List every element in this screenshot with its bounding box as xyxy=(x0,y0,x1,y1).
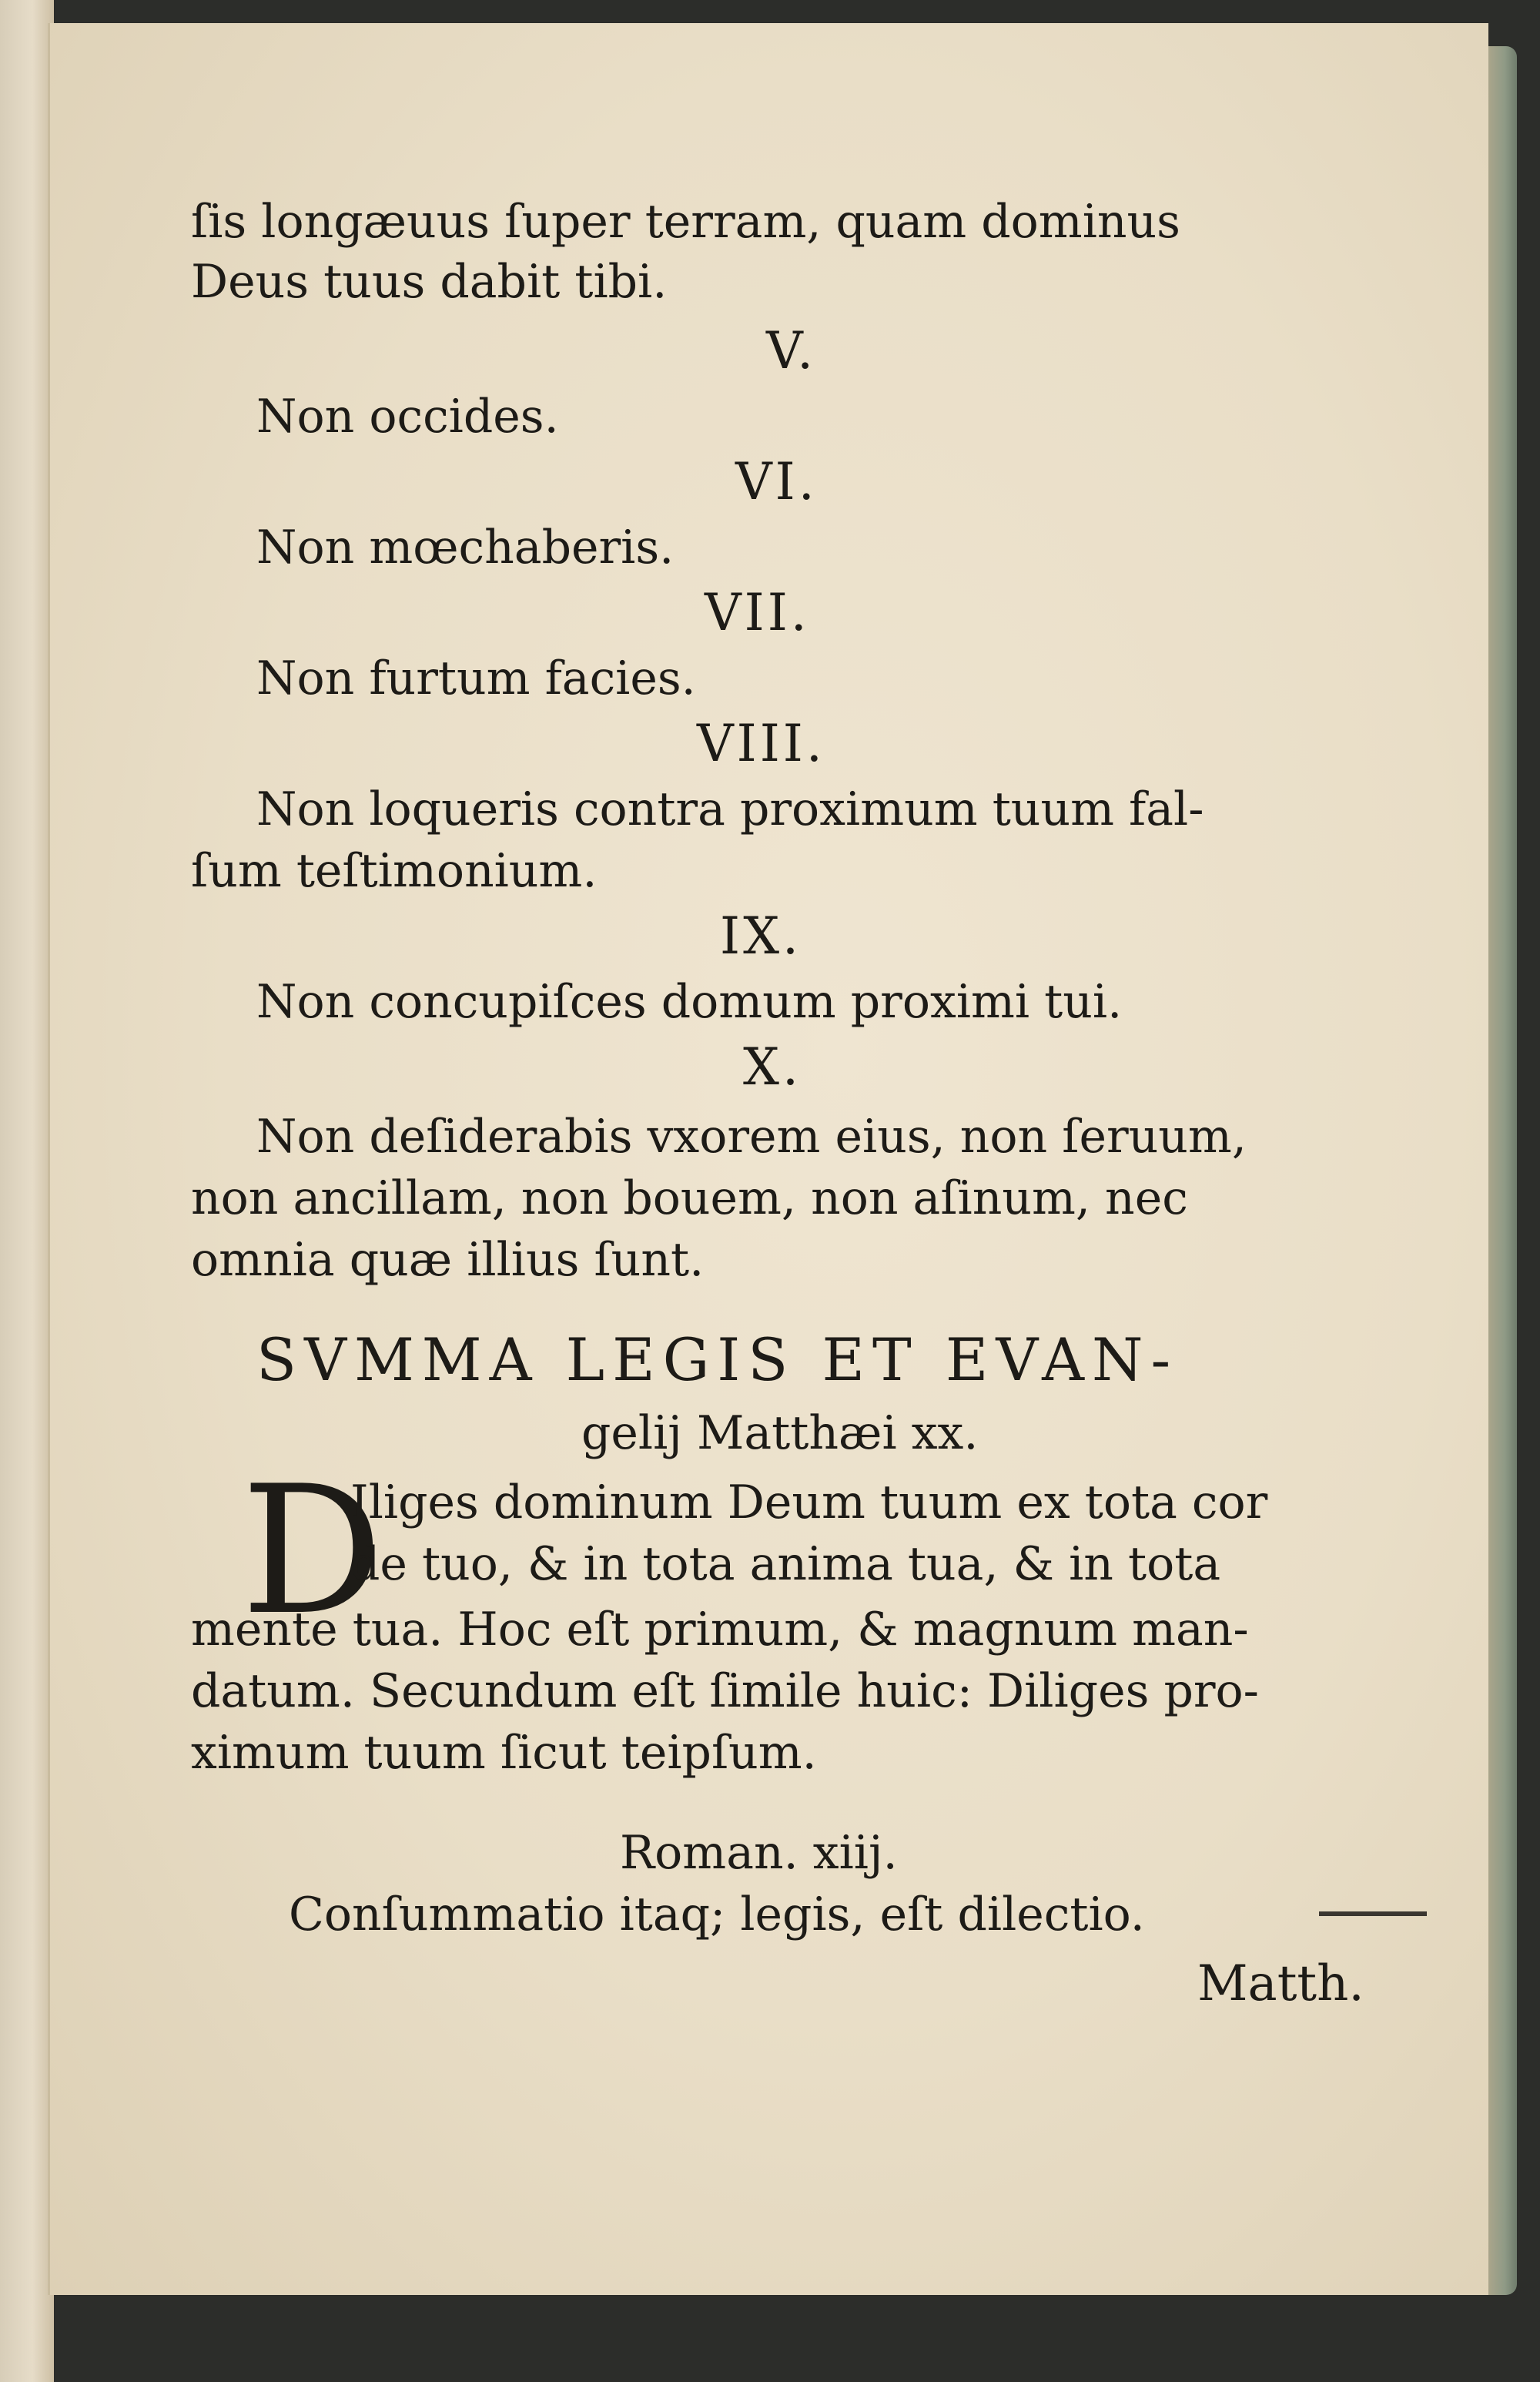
text-line: ſis longæuus ſuper terram, quam dominus xyxy=(191,195,1180,249)
text-line: Non mœchaberis. xyxy=(256,521,675,575)
text-line: Non concupiſces domum proximi tui. xyxy=(256,975,1123,1029)
text-line: non ancillam, non bouem, non aſinum, nec xyxy=(191,1171,1188,1225)
scripture-reference: Roman. xiij. xyxy=(620,1826,898,1880)
catchword: Matth. xyxy=(1197,1955,1364,2012)
commandment-numeral: VII. xyxy=(705,583,810,642)
drop-capital: D xyxy=(241,1449,383,1654)
text-line: de tuo, & in tota anima tua, & in tota xyxy=(350,1537,1221,1591)
book-binding-edge xyxy=(0,0,54,2382)
text-line: Non furtum facies. xyxy=(256,652,696,705)
text-line: Conſummatio itaq; legis, eſt dilectio. xyxy=(289,1888,1145,1941)
text-line: omnia quæ illius ſunt. xyxy=(191,1233,705,1287)
text-line: ximum tuum ſicut teipſum. xyxy=(191,1726,817,1780)
text-line: Deus tuus dabit tibi. xyxy=(191,255,668,309)
text-line: Non deſiderabis vxorem eius, non ſeruum, xyxy=(256,1110,1247,1164)
text-line: ſum teſtimonium. xyxy=(191,844,598,898)
commandment-numeral: V. xyxy=(766,321,817,380)
book-page xyxy=(48,23,1488,2295)
commandment-numeral: VI. xyxy=(735,452,818,511)
commandment-numeral: IX. xyxy=(720,906,802,966)
commandment-numeral: VIII. xyxy=(697,714,825,773)
text-line: mente tua. Hoc eſt primum, & magnum man- xyxy=(191,1603,1249,1657)
text-line: datum. Secundum eſt ſimile huic: Diliges pro- xyxy=(191,1664,1259,1718)
printed-rule xyxy=(1319,1911,1427,1916)
text-line: Non loqueris contra proximum tuum fal- xyxy=(256,782,1204,836)
section-heading: SVMMA LEGIS ET EVAN- xyxy=(256,1325,1179,1394)
text-line: Iliges dominum Deum tuum ex tota cor xyxy=(350,1476,1268,1529)
section-heading-subline: gelij Matthæi xx. xyxy=(581,1406,979,1460)
text-line: Non occides. xyxy=(256,390,559,444)
commandment-numeral: X. xyxy=(743,1037,802,1097)
